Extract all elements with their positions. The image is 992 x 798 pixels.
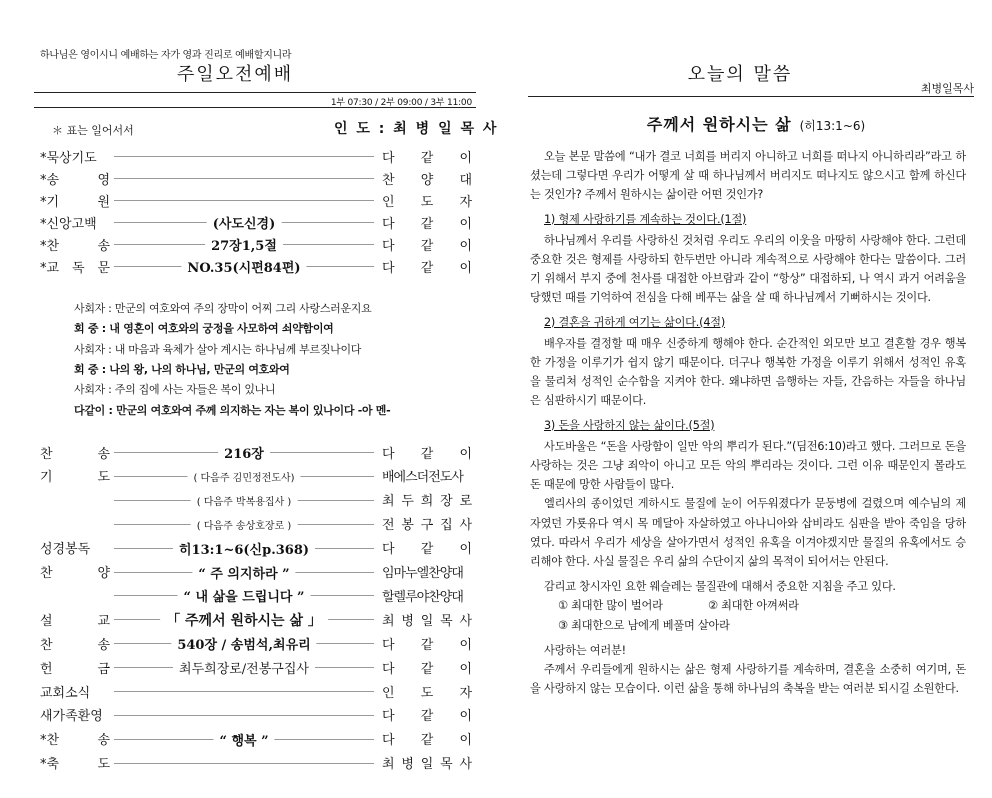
order-row bbox=[40, 537, 472, 559]
responsive-line: 회 중 : 내 영혼이 여호와의 궁정을 사모하여 쇠약함이여 bbox=[74, 322, 334, 336]
sermon-heading bbox=[520, 112, 992, 135]
order-item: 27장1,5절 bbox=[205, 235, 283, 254]
order-performer: 할렐루야찬양대 bbox=[382, 589, 463, 605]
order-item: 히13:1~6(신p.368) bbox=[173, 539, 315, 558]
order-label: 기 도 bbox=[40, 470, 110, 486]
order-row bbox=[40, 704, 472, 726]
order-row bbox=[40, 632, 472, 654]
responsive-line: 다같이 : 만군의 여호와여 주께 의지하는 자는 복이 있나이다 -아 멘- bbox=[74, 403, 391, 417]
order-row bbox=[40, 465, 472, 487]
order-row bbox=[40, 489, 472, 511]
paragraph-4: 엘리사의 종이었던 게하시도 물질에 눈이 어두워졌다가 문둥병에 걸렸으며 예수님의 제자였던 가룟유다 역시 목 메달아 자살하였고 아나니아와 삽비라도 심판을 받아 죽임을 당하였다. 따라서 우리가 세상을 살아가면서 성적인 유혹을 이겨야겠지만 물질의 유혹에서도 승리해야 한다. 사실 물질은 우리 삶의 수단이지 삶의 목적이 되어서는 안된다. bbox=[530, 497, 966, 569]
point-2 bbox=[530, 313, 966, 332]
order-performer: 다 같 이 bbox=[382, 260, 472, 276]
order-label: *기 원 bbox=[40, 194, 110, 210]
order-performer: 다 같 이 bbox=[382, 542, 472, 558]
top-divider bbox=[34, 92, 476, 93]
order-label: 교회소식 bbox=[40, 685, 91, 701]
order-leader-line bbox=[114, 211, 374, 233]
order-performer: 찬 양 대 bbox=[382, 172, 472, 188]
closing-greeting: 사랑하는 여러분! bbox=[544, 643, 626, 657]
order-performer: 임마누엘찬양대 bbox=[382, 566, 463, 581]
order-label: 헌 금 bbox=[40, 661, 110, 677]
order-leader-line bbox=[114, 752, 374, 774]
stand-note: ＊ 표는 일어서서 bbox=[52, 124, 134, 137]
order-row bbox=[40, 752, 472, 774]
point-2-text: 2) 결혼을 귀하게 여기는 삶이다.(4절) bbox=[544, 315, 726, 329]
point-3 bbox=[530, 416, 966, 435]
order-label: 설 교 bbox=[40, 613, 110, 629]
leader-heading: 인 도 : 최 병 일 목 사 bbox=[334, 121, 499, 137]
order-label: *신앙고백 bbox=[40, 216, 97, 232]
order-leader-line bbox=[114, 189, 374, 211]
order-label: *축 도 bbox=[40, 757, 110, 773]
bottom-divider bbox=[34, 107, 476, 108]
order-label: 찬 양 bbox=[40, 566, 110, 581]
order-row bbox=[40, 513, 472, 535]
order-row bbox=[40, 145, 472, 167]
order-item: NO.35(시편84편) bbox=[181, 257, 306, 276]
order-item: ( 다음주 박복용집사 ) bbox=[191, 493, 298, 508]
order-row bbox=[40, 189, 472, 211]
order-label: *송 영 bbox=[40, 172, 110, 188]
order-label: *찬 송 bbox=[40, 238, 110, 254]
order-row bbox=[40, 608, 472, 630]
pastor-name: 최병일목사 bbox=[920, 82, 974, 95]
paragraph-1: 하나님께서 우리를 사랑하신 것처럼 우리도 우리의 이웃을 마땅히 사랑해야 한다. 그런데 중요한 것은 형제를 사랑하되 한두번만 아니라 계속적으로 사랑해야 한다는 말씀이다. 그러기 위해서 부지 중에 천사를 대접한 아브람과 같이 “항상” 대접하되, 나 역시 과거 어려움을 당했던 때를 기억하여 전심을 다해 베푸는 삶을 살 때 하나님께서 기뻐하시는 것이다. bbox=[530, 233, 966, 305]
order-label: 찬 송 bbox=[40, 637, 110, 653]
list-item-2: ② 최대한 아껴써라 bbox=[708, 599, 799, 613]
order-leader-line bbox=[114, 537, 374, 559]
order-row bbox=[40, 441, 472, 463]
order-item: 540장 / 송범석,최유리 bbox=[171, 634, 316, 653]
order-row bbox=[40, 211, 472, 233]
order-leader-line bbox=[114, 513, 374, 535]
motto-text: 하나님은 영이시니 예배하는 자가 영과 진리로 예배할지니라 bbox=[40, 50, 292, 61]
order-row bbox=[40, 255, 472, 277]
todays-word-title: 오늘의 말씀 bbox=[687, 64, 793, 85]
order-performer: 인 도 자 bbox=[382, 685, 472, 701]
order-leader-line bbox=[114, 632, 374, 654]
point-3-text: 3) 돈을 사랑하지 않는 삶이다.(5절) bbox=[544, 418, 715, 432]
order-leader-line bbox=[114, 489, 374, 511]
order-leader-line bbox=[114, 561, 374, 583]
responsive-line: 회 중 : 나의 왕, 나의 하나님, 만군의 여호와여 bbox=[74, 362, 290, 376]
responsive-line: 사회자 : 만군의 여호와여 주의 장막이 어찌 그리 사랑스러운지요 bbox=[74, 302, 372, 315]
order-leader-line bbox=[114, 167, 374, 189]
order-performer: 다 같 이 bbox=[382, 709, 472, 725]
order-item: “ 내 삶을 드립니다 ” bbox=[178, 586, 311, 605]
order-leader-line bbox=[114, 608, 374, 630]
order-performer: 다 같 이 bbox=[382, 661, 472, 677]
order-leader-line bbox=[114, 584, 374, 606]
order-performer: 인 도 자 bbox=[382, 194, 472, 210]
paragraph-3: 사도바울은 “돈을 사랑함이 일만 악의 뿌리가 된다.”(딤전6:10)라고 했다. 그러므로 돈을 사랑하는 것은 그냥 죄악이 아니고 모든 악의 뿌리라는 것이다. 그런 이유 때문인지 몰라도 돈 때문에 망한 사람들이 많다. bbox=[530, 439, 966, 492]
order-item: (사도신경) bbox=[207, 213, 282, 232]
list-item-1: ① 최대한 많이 벌어라 bbox=[558, 599, 663, 613]
order-performer: 최 두 희 장 로 bbox=[382, 494, 472, 510]
responsive-line: 사회자 : 주의 집에 사는 자들은 복이 있나니 bbox=[74, 383, 276, 397]
order-row bbox=[40, 680, 472, 702]
order-row bbox=[40, 233, 472, 255]
order-row bbox=[40, 167, 472, 189]
order-item: “ 행복 ” bbox=[213, 730, 274, 749]
sermon-title: 주께서 원하시는 삶 bbox=[646, 115, 792, 134]
point-1-text: 1) 형제 사랑하기를 계속하는 것이다.(1절) bbox=[544, 212, 747, 226]
wesley-list-2 bbox=[530, 616, 966, 635]
order-label: 찬 송 bbox=[40, 446, 110, 462]
order-performer: 최 병 일 목 사 bbox=[382, 757, 472, 773]
point-1 bbox=[530, 210, 966, 229]
order-label: 성경봉독 bbox=[40, 542, 91, 558]
paragraph-5: 감리교 창시자인 요한 웨슬레는 물질관에 대해서 중요한 지침을 주고 있다. bbox=[544, 580, 896, 594]
order-leader-line bbox=[114, 465, 374, 487]
sermon-divider bbox=[528, 96, 974, 97]
order-performer: 다 같 이 bbox=[382, 216, 472, 232]
service-times: 1부 07:30 / 2부 09:00 / 3부 11:00 bbox=[330, 98, 472, 108]
order-leader-line bbox=[114, 233, 374, 255]
order-performer: 배에스더전도사 bbox=[382, 470, 463, 486]
order-leader-line bbox=[114, 441, 374, 463]
sermon-page bbox=[520, 0, 992, 798]
order-leader-line bbox=[114, 704, 374, 726]
service-title: 주일오전예배 bbox=[176, 64, 294, 85]
order-label: *묵상기도 bbox=[40, 150, 97, 166]
responsive-line: 사회자 : 내 마음과 육체가 살아 계시는 하나님께 부르짖나이다 bbox=[74, 342, 362, 356]
intro-paragraph: 오늘 본문 말씀에 “내가 결코 너희를 버리지 아니하고 너희를 떠나지 아니하리라”라고 하셨는데 그렇다면 우리가 어떻게 살 때 하나님께서 버리지도 떠나지도 않으시고 함께 하신다는 것인가? 주께서 원하시는 삶이란 어떤 것인가? bbox=[530, 150, 966, 202]
order-row bbox=[40, 656, 472, 678]
order-item: 「 주께서 원하시는 삶 」 bbox=[160, 610, 328, 630]
order-performer: 최 병 일 목 사 bbox=[382, 613, 472, 629]
closing-paragraph: 주께서 우리들에게 원하시는 삶은 형제 사랑하기를 계속하며, 결혼을 소중히 여기며, 돈을 사랑하지 않는 모습이다. 이런 삶을 통해 하나님의 축복을 받는 여러분 되시길 소원한다. bbox=[530, 663, 966, 696]
order-item: ( 다음주 송상호장로 ) bbox=[191, 517, 298, 532]
order-performer: 다 같 이 bbox=[382, 733, 472, 749]
order-leader-line bbox=[114, 145, 374, 167]
order-performer: 다 같 이 bbox=[382, 238, 472, 254]
order-label: *찬 송 bbox=[40, 733, 110, 749]
order-leader-line bbox=[114, 255, 374, 277]
order-item: 216장 bbox=[218, 443, 270, 462]
order-item: ( 다음주 김민정전도사) bbox=[187, 469, 300, 484]
order-row bbox=[40, 584, 472, 606]
sermon-body bbox=[530, 147, 966, 698]
order-leader-line bbox=[114, 728, 374, 750]
wesley-list-1 bbox=[530, 596, 966, 615]
order-row bbox=[40, 728, 472, 750]
order-performer: 다 같 이 bbox=[382, 446, 472, 462]
order-item: 최두희장로/전봉구집사 bbox=[173, 658, 315, 677]
order-leader-line bbox=[114, 656, 374, 678]
paragraph-2: 배우자를 결정할 때 매우 신중하게 행해야 한다. 순간적인 외모만 보고 결혼할 경우 행복한 가정을 이루기가 쉽지 않기 때문이다. 더구나 행복한 가정을 이루기 위해서 성적인 유혹을 물리쳐 성적인 순수함을 지켜야 한다. 왜냐하면 음행하는 자들, 간음하는 자들을 하나님은 심판하시기 때문이다. bbox=[530, 336, 966, 408]
order-leader-line bbox=[114, 680, 374, 702]
order-item: “ 주 의지하라 ” bbox=[192, 563, 295, 582]
order-performer: 전 봉 구 집 사 bbox=[382, 518, 472, 534]
order-performer: 다 같 이 bbox=[382, 637, 472, 653]
order-performer: 다 같 이 bbox=[382, 150, 472, 166]
order-row bbox=[40, 561, 472, 583]
list-item-3: ③ 최대한으로 남에게 베풀며 살아라 bbox=[558, 618, 730, 632]
order-label: 새가족환영 bbox=[40, 709, 103, 725]
order-label: *교 독 문 bbox=[40, 260, 110, 276]
sermon-reference: (히13:1~6) bbox=[799, 119, 866, 133]
